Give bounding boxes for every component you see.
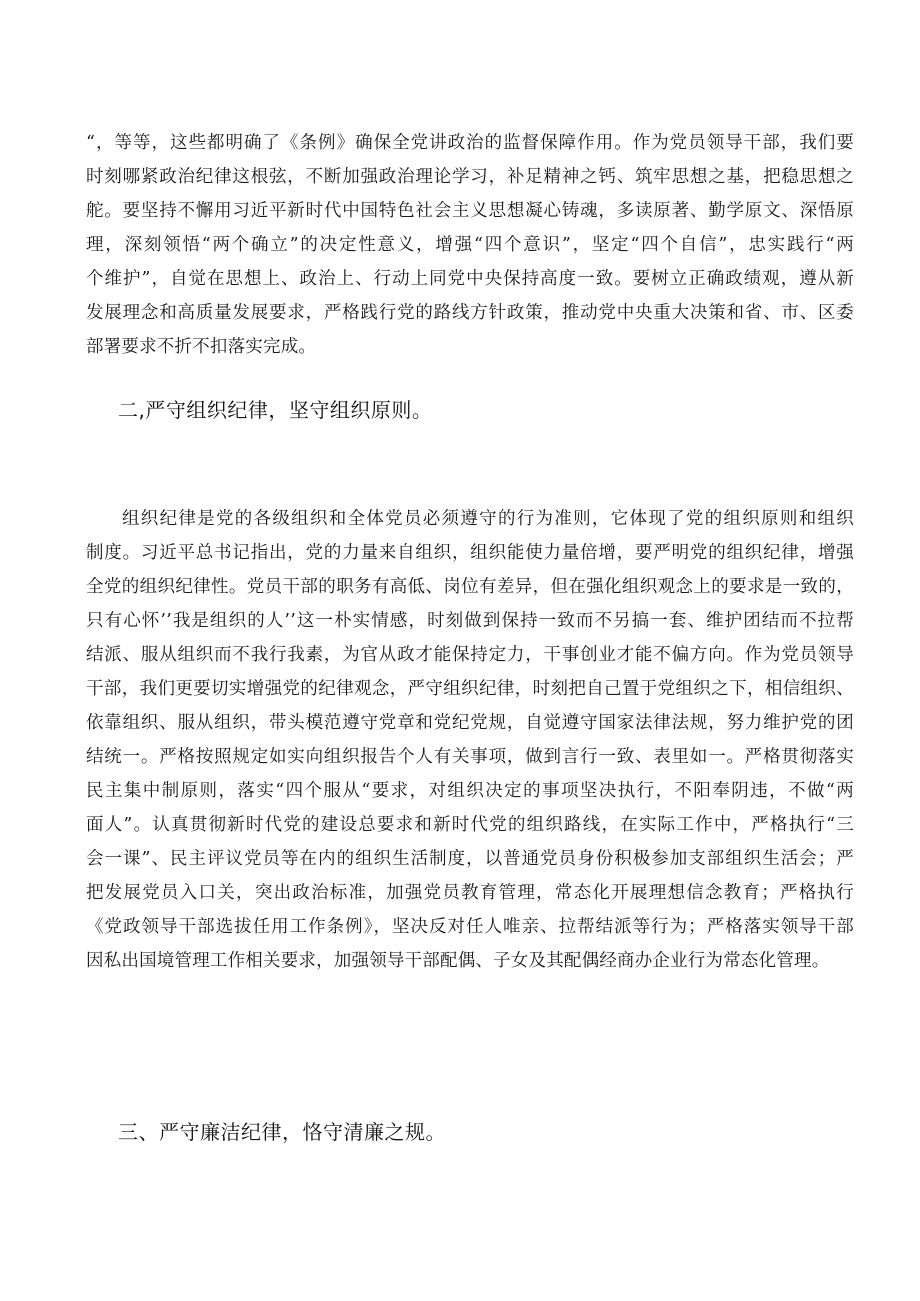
text-line: 全党的组织纪律性。党员干部的职务有高低、岗位有差异，但在强化组织观念上的要求是一致的， bbox=[86, 577, 854, 597]
text-line: 干部，我们更要切实增强党的纪律观念，严守组织纪律，时刻把自己置于党组织之下，相信组织、 bbox=[86, 679, 854, 699]
text-line: 把发展党员入口关，突出政治标准，加强党员教育管理，常态化开展理想信念教育；严格执行 bbox=[86, 883, 854, 903]
text-line: 因私出国境管理工作相关要求，加强领导干部配偶、子女及其配偶经商办企业行为常态化管理。 bbox=[86, 951, 830, 971]
section-heading-integrity: 三、严守廉洁纪律，恪守清廉之规。 bbox=[118, 1120, 446, 1144]
text-line: 结统一。严格按照规定如实向组织报告个人有关事项，做到言行一致、表里如一。严格贯彻落实 bbox=[86, 747, 854, 767]
text-line: 只有心怀’’我是组织的人’’这一朴实情感，时刻做到保持一致而不另搞一套、维护团结而不拉帮 bbox=[86, 611, 854, 631]
text-line: 发展理念和高质量发展要求，严格践行党的路线方针政策，推动党中央重大决策和省、市、区委 bbox=[86, 303, 854, 323]
section-heading-organization: 二,严守组织纪律，坚守组织原则。 bbox=[118, 398, 433, 422]
text-line: 民主集中制原则，落实“四个服从“要求，对组织决定的事项坚决执行，不阳奉阴违，不做“两 bbox=[86, 781, 854, 801]
text-line: 时刻哪紧政治纪律这根弦，不断加强政治理论学习，补足精神之钙、筑牢思想之基，把稳思想之 bbox=[86, 167, 854, 187]
text-line: 结派、服从组织而不我行我素，为官从政才能保持定力，干事创业才能不偏方向。作为党员领导 bbox=[86, 645, 854, 665]
text-line: 面人”。认真贯彻新时代党的建设总要求和新时代党的组织路线，在实际工作中，严格执行“三 bbox=[86, 815, 854, 835]
text-line: 会一课”、民主评议党员等在内的组织生活制度，以普通党员身份积极参加支部组织生活会；严 bbox=[86, 849, 854, 869]
text-line: 舵。要坚持不懈用习近平新时代中国特色社会主义思想凝心铸魂，多读原著、勤学原文、深悟原 bbox=[86, 201, 854, 221]
text-line: 理，深刻领悟“两个确立”的决定性意义，增强“四个意识”，坚定“四个自信”，忠实践行“两 bbox=[86, 235, 854, 255]
text-line: 《党政领导干部选拔任用工作条例》，坚决反对任人唯亲、拉帮结派等行为；严格落实领导干部 bbox=[86, 917, 854, 937]
text-line: 依靠组织、服从组织，带头模范遵守党章和党纪党规，自觉遵守国家法律法规，努力维护党的团 bbox=[86, 713, 854, 733]
text-line: 组织纪律是党的各级组织和全体党员必须遵守的行为准则，它体现了党的组织原则和组织 bbox=[122, 509, 854, 529]
text-line: 部署要求不折不扣落实完成。 bbox=[86, 337, 317, 357]
text-line: 个维护”，自觉在思想上、政治上、行动上同党中央保持高度一致。要树立正确政绩观，遵从新 bbox=[86, 269, 854, 289]
text-line: “，等等，这些都明确了《条例》确保全党讲政治的监督保障作用。作为党员领导干部，我们要 bbox=[86, 133, 854, 153]
text-line: 制度。习近平总书记指出，党的力量来自组织，组织能使力量倍增，要严明党的组织纪律，增强 bbox=[86, 543, 854, 563]
